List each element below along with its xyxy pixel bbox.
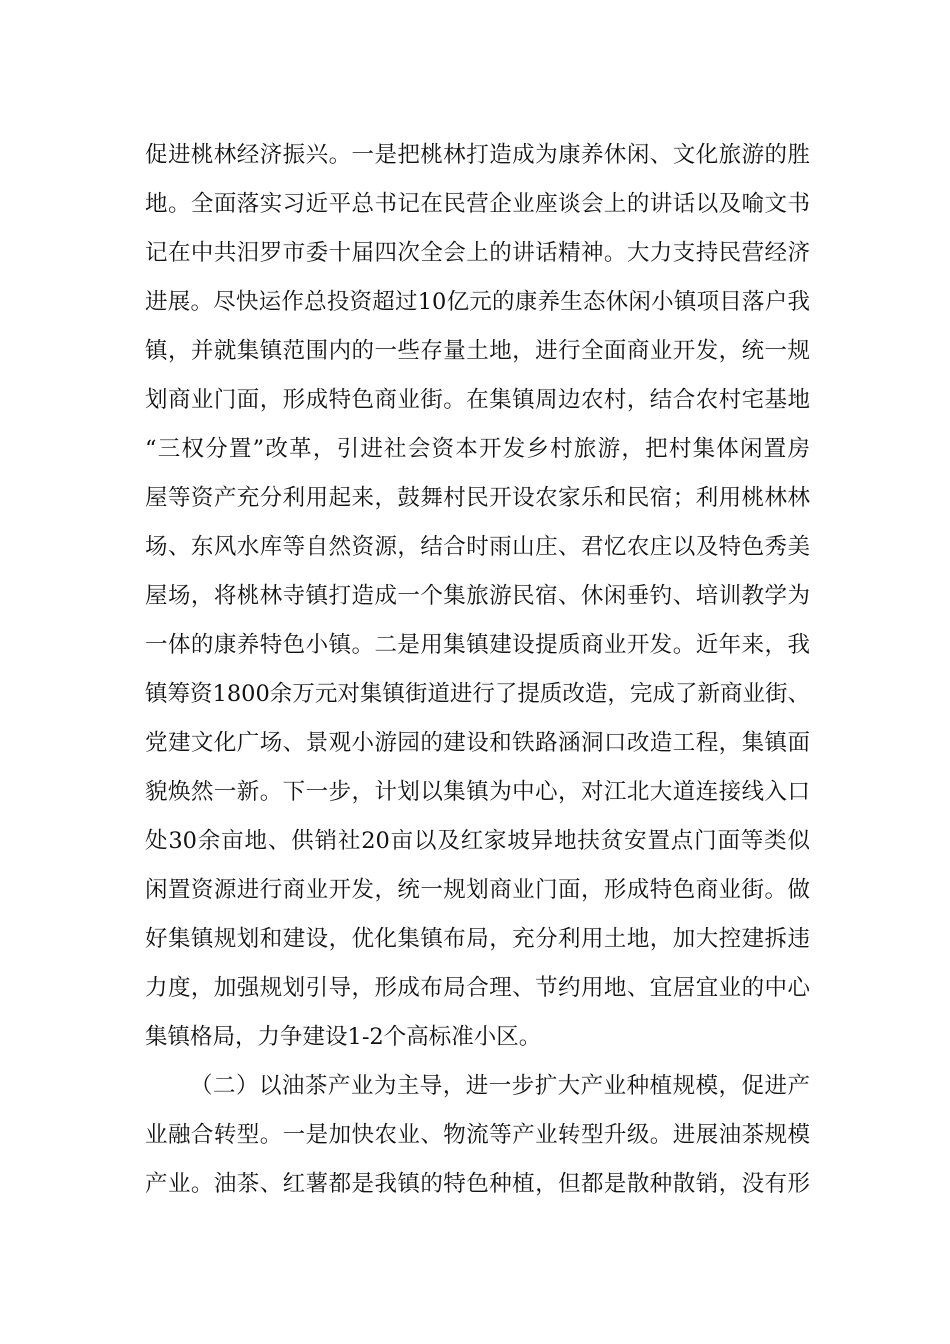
text-line: 屋等资产充分利用起来，鼓舞村民开设农家乐和民宿；利用桃林林 bbox=[145, 485, 810, 511]
text-line: 党建文化广场、景观小游园的建设和铁路涵洞口改造工程，集镇面 bbox=[145, 730, 810, 756]
text-line: 记在中共汨罗市委十届四次全会上的讲话精神。大力支持民营经济 bbox=[145, 240, 810, 266]
text-line: 业融合转型。一是加快农业、物流等产业转型升级。进展油茶规模 bbox=[145, 1122, 810, 1148]
text-line: 镇，并就集镇范围内的一些存量土地，进行全面商业开发，统一规 bbox=[145, 338, 810, 364]
text-line: 场、东风水库等自然资源，结合时雨山庄、君忆农庄以及特色秀美 bbox=[145, 534, 810, 560]
text-line: 好集镇规划和建设，优化集镇布局，充分利用土地，加大控建拆违 bbox=[145, 926, 810, 952]
text-line: 貌焕然一新。下一步，计划以集镇为中心，对江北大道连接线入口 bbox=[145, 779, 810, 805]
text-line: 地。全面落实习近平总书记在民营企业座谈会上的讲话以及喻文书 bbox=[145, 191, 810, 217]
text-line: “三权分置”改革，引进社会资本开发乡村旅游，把村集体闲置房 bbox=[145, 436, 810, 462]
text-line: 闲置资源进行商业开发，统一规划商业门面，形成特色商业街。做 bbox=[145, 877, 810, 903]
text-line: 处30余亩地、供销社20亩以及红家坡异地扶贫安置点门面等类似 bbox=[145, 828, 810, 854]
text-line: 屋场，将桃林寺镇打造成一个集旅游民宿、休闲垂钓、培训教学为 bbox=[145, 583, 810, 609]
text-line: 促进桃林经济振兴。一是把桃林打造成为康养休闲、文化旅游的胜 bbox=[145, 142, 810, 168]
text-line: 集镇格局，力争建设1-2个高标准小区。 bbox=[145, 1024, 542, 1050]
text-line: 产业。油茶、红薯都是我镇的特色种植，但都是散种散销，没有形 bbox=[145, 1171, 810, 1197]
text-line: 进展。尽快运作总投资超过10亿元的康养生态休闲小镇项目落户我 bbox=[145, 289, 810, 315]
text-line: 镇筹资1800余万元对集镇街道进行了提质改造，完成了新商业街、 bbox=[145, 681, 810, 707]
text-line: 一体的康养特色小镇。二是用集镇建设提质商业开发。近年来，我 bbox=[145, 632, 810, 658]
text-line: （二）以油茶产业为主导，进一步扩大产业种植规模，促进产 bbox=[190, 1073, 810, 1099]
text-line: 划商业门面，形成特色商业街。在集镇周边农村，结合农村宅基地 bbox=[145, 387, 810, 413]
text-line: 力度，加强规划引导，形成布局合理、节约用地、宜居宜业的中心 bbox=[145, 975, 810, 1001]
